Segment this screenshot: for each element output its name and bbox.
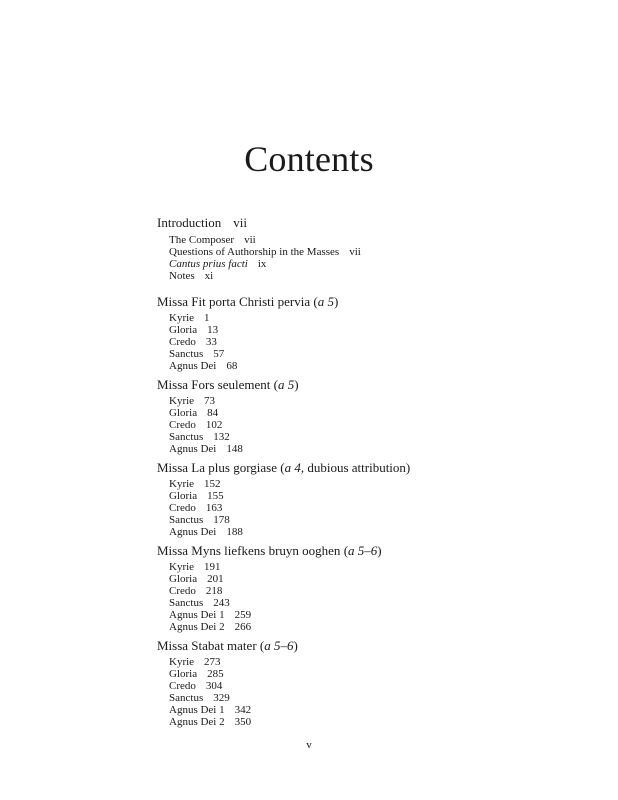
movement-label: Agnus Dei 1 — [169, 609, 225, 621]
toc-section-mass — [157, 637, 587, 728]
movement-entry[interactable] — [169, 419, 587, 431]
movement-label: Agnus Dei — [169, 360, 217, 372]
movement-page: 188 — [226, 526, 243, 538]
toc-section-introduction — [157, 214, 587, 282]
movement-label: Sanctus — [169, 348, 204, 360]
movement-page: 285 — [207, 668, 224, 680]
movement-page: 73 — [204, 395, 216, 407]
movement-label: Agnus Dei 1 — [169, 704, 225, 716]
movement-entry[interactable] — [169, 609, 587, 621]
movement-entry[interactable] — [169, 692, 587, 704]
voices-open: ( — [273, 377, 278, 392]
movement-entry[interactable] — [169, 704, 587, 716]
movement-page: 152 — [204, 478, 221, 490]
movement-label: Gloria — [169, 668, 198, 680]
page-number: v — [306, 739, 312, 751]
toc-sublist-movements — [157, 312, 587, 372]
movement-entry[interactable] — [169, 573, 587, 585]
movement-entry[interactable] — [169, 348, 587, 360]
toc-subentry[interactable] — [169, 258, 587, 270]
voices-count: a 5 — [317, 294, 334, 309]
movement-label: Gloria — [169, 324, 198, 336]
movement-label: Agnus Dei — [169, 526, 217, 538]
movement-page: 259 — [234, 609, 252, 621]
movement-label: Agnus Dei 2 — [169, 621, 225, 633]
movement-page: 13 — [207, 324, 219, 336]
movement-entry[interactable] — [169, 360, 587, 372]
movement-page: 201 — [207, 573, 224, 585]
toc-subentry-page: vii — [349, 246, 361, 258]
voices-close: ) — [294, 377, 299, 392]
movement-page: 191 — [204, 561, 221, 573]
movement-page: 84 — [207, 407, 219, 419]
movement-page: 273 — [204, 656, 221, 668]
movement-label: Sanctus — [169, 692, 204, 704]
movement-label: Credo — [169, 585, 196, 597]
table-of-contents — [157, 214, 587, 728]
toc-entry-mass[interactable] — [157, 637, 587, 655]
voices-open: ( — [280, 460, 285, 475]
movement-page: 266 — [234, 621, 252, 633]
toc-subentry-label: Questions of Authorship in the Masses — [169, 246, 340, 258]
movement-label: Credo — [169, 502, 196, 514]
voices-count: a 4 — [284, 460, 301, 475]
movement-entry[interactable] — [169, 514, 587, 526]
movement-entry[interactable] — [169, 526, 587, 538]
movement-page: 163 — [205, 502, 223, 514]
movement-page: 68 — [226, 360, 238, 372]
mass-title: Missa Fit porta Christi pervia — [157, 294, 311, 309]
voices-close: ) — [293, 638, 298, 653]
movement-entry[interactable] — [169, 585, 587, 597]
voices-open: ( — [259, 638, 265, 653]
movement-page: 57 — [213, 348, 225, 360]
movement-entry[interactable] — [169, 656, 587, 668]
movement-page: 304 — [205, 680, 223, 692]
movement-page: 1 — [204, 312, 210, 324]
voices-count: a 5–6 — [264, 638, 294, 653]
movement-entry[interactable] — [169, 621, 587, 633]
movement-page: 102 — [205, 419, 223, 431]
toc-subentry-label: The Composer — [169, 234, 235, 246]
toc-entry-mass[interactable] — [157, 542, 587, 560]
voices-close: ) — [333, 294, 339, 309]
toc-entry-page: vii — [233, 215, 247, 230]
movement-label: Agnus Dei — [169, 443, 217, 455]
toc-entry-mass[interactable] — [157, 459, 587, 477]
movement-entry[interactable] — [169, 395, 587, 407]
movement-label: Sanctus — [169, 431, 204, 443]
toc-subentry[interactable] — [169, 234, 587, 246]
movement-entry[interactable] — [169, 490, 587, 502]
movement-entry[interactable] — [169, 431, 587, 443]
toc-section-mass — [157, 376, 587, 455]
voices-count: a 5 — [277, 377, 295, 392]
movement-entry[interactable] — [169, 561, 587, 573]
movement-label: Gloria — [169, 407, 198, 419]
toc-entry-label: Introduction — [157, 215, 222, 230]
movement-entry[interactable] — [169, 312, 587, 324]
movement-label: Kyrie — [169, 561, 195, 573]
voices-close: ) — [377, 543, 382, 558]
voices-close: , dubious attribution) — [300, 460, 411, 475]
movement-label: Credo — [169, 336, 196, 348]
movement-entry[interactable] — [169, 716, 587, 728]
movement-entry[interactable] — [169, 502, 587, 514]
toc-sublist-movements — [157, 561, 587, 633]
toc-sublist-introduction — [157, 234, 587, 282]
movement-page: 350 — [234, 716, 252, 728]
movement-label: Agnus Dei 2 — [169, 716, 225, 728]
toc-section-mass — [157, 459, 587, 538]
movement-entry[interactable] — [169, 668, 587, 680]
movement-label: Gloria — [169, 573, 198, 585]
toc-section-mass — [157, 542, 587, 633]
movement-entry[interactable] — [169, 336, 587, 348]
movement-page: 243 — [213, 597, 230, 609]
toc-subentry[interactable] — [169, 270, 587, 282]
toc-subentry-label: Notes — [169, 270, 195, 282]
movement-entry[interactable] — [169, 478, 587, 490]
movement-page: 218 — [205, 585, 223, 597]
movement-label: Sanctus — [169, 597, 204, 609]
movement-label: Credo — [169, 419, 196, 431]
toc-section-mass — [157, 293, 587, 372]
voices-open: ( — [343, 543, 349, 558]
toc-subentry-label: Cantus prius facti — [169, 258, 248, 270]
voices-count: a 5–6 — [348, 543, 378, 558]
mass-title: Missa Fors seulement — [157, 377, 271, 392]
toc-entry-mass[interactable] — [157, 293, 587, 311]
toc-subentry[interactable] — [169, 246, 587, 258]
mass-title: Missa Stabat mater — [157, 638, 257, 653]
movement-entry[interactable] — [169, 407, 587, 419]
movement-entry[interactable] — [169, 324, 587, 336]
movement-entry[interactable] — [169, 443, 587, 455]
movement-label: Kyrie — [169, 312, 195, 324]
movement-label: Kyrie — [169, 656, 195, 668]
mass-title: Missa Myns liefkens bruyn ooghen — [157, 543, 341, 558]
movement-label: Kyrie — [169, 478, 195, 490]
movement-page: 33 — [205, 336, 217, 348]
movement-page: 155 — [207, 490, 224, 502]
movement-page: 178 — [213, 514, 230, 526]
toc-entry-mass[interactable] — [157, 376, 587, 394]
movement-entry[interactable] — [169, 680, 587, 692]
movement-page: 329 — [213, 692, 230, 704]
toc-entry-introduction[interactable] — [157, 214, 587, 232]
movement-entry[interactable] — [169, 597, 587, 609]
toc-sublist-movements — [157, 656, 587, 728]
toc-subentry-page: xi — [204, 270, 214, 282]
movement-label: Sanctus — [169, 514, 204, 526]
toc-subentry-page: ix — [257, 258, 267, 270]
mass-title: Missa La plus gorgiase — [157, 460, 277, 475]
toc-sublist-movements — [157, 395, 587, 455]
movement-label: Gloria — [169, 490, 198, 502]
page-title: Contents — [244, 139, 374, 179]
movement-label: Credo — [169, 680, 196, 692]
voices-open: ( — [313, 294, 318, 309]
toc-subentry-page: vii — [244, 234, 256, 246]
movement-label: Kyrie — [169, 395, 195, 407]
movement-page: 132 — [213, 431, 230, 443]
toc-sublist-movements — [157, 478, 587, 538]
movement-page: 342 — [234, 704, 252, 716]
movement-page: 148 — [226, 443, 243, 455]
